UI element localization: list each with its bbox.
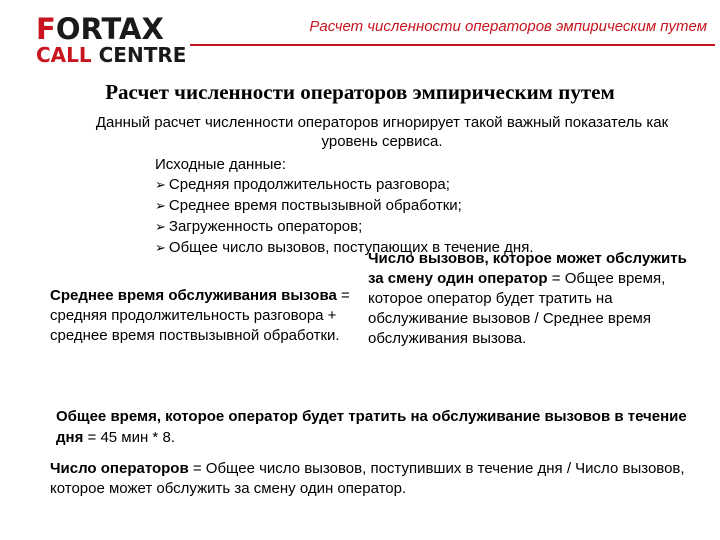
list-item: ➢ Общее число вызовов, поступающих в течение дня. xyxy=(155,239,534,256)
input-data-heading: Исходные данные: xyxy=(155,156,286,173)
list-item: ➢ Загруженность операторов; xyxy=(155,218,363,235)
input-data-list xyxy=(155,155,675,259)
formula-term: Среднее время обслуживания вызова xyxy=(50,287,337,304)
page-title: Расчет численности операторов эмпирическим путем xyxy=(105,80,615,104)
logo-fortax: FORTAX xyxy=(36,12,164,46)
formula-term: Общее время, которое оператор будет тратить на обслуживание вызовов в течение дня xyxy=(56,408,687,446)
formula-term: Число операторов xyxy=(50,460,189,477)
list-item: ➢ Средняя продолжительность разговора; xyxy=(155,176,450,193)
intro-text: Данный расчет численности операторов игнорирует такой важный показатель как уровень сервиса. xyxy=(95,114,669,150)
arrow-bullet-icon: ➢ xyxy=(155,178,166,193)
formula-definition: = средняя продолжительность разговора + среднее время поствызывной обработки. xyxy=(50,287,350,344)
operators-count-formula xyxy=(50,459,710,499)
arrow-bullet-icon: ➢ xyxy=(155,199,166,214)
calls-per-shift-formula xyxy=(368,249,698,349)
header-bar xyxy=(190,14,715,46)
arrow-bullet-icon: ➢ xyxy=(155,241,166,256)
total-time-formula xyxy=(56,406,696,448)
arrow-bullet-icon: ➢ xyxy=(155,220,166,235)
list-item: ➢ Среднее время поствызывной обработки; xyxy=(155,197,462,214)
formula-term: Число вызовов, которое может обслужить за смену один оператор xyxy=(368,250,687,287)
formula-definition: = 45 мин * 8. xyxy=(83,429,175,446)
formula-definition: = Общее время, которое оператор будет тратить на обслуживание вызовов / Среднее время обслуживания вызова. xyxy=(368,270,666,347)
fortax-logo xyxy=(36,12,187,67)
header-title: Расчет численности операторов эмпирическим путем xyxy=(309,18,707,35)
avg-service-time-formula xyxy=(50,286,350,346)
formula-definition: = Общее число вызовов, поступивших в течение дня / Число вызовов, которое может обслужить за смену один оператор. xyxy=(50,460,685,497)
logo-call-centre: CALL CENTRE xyxy=(36,43,187,67)
